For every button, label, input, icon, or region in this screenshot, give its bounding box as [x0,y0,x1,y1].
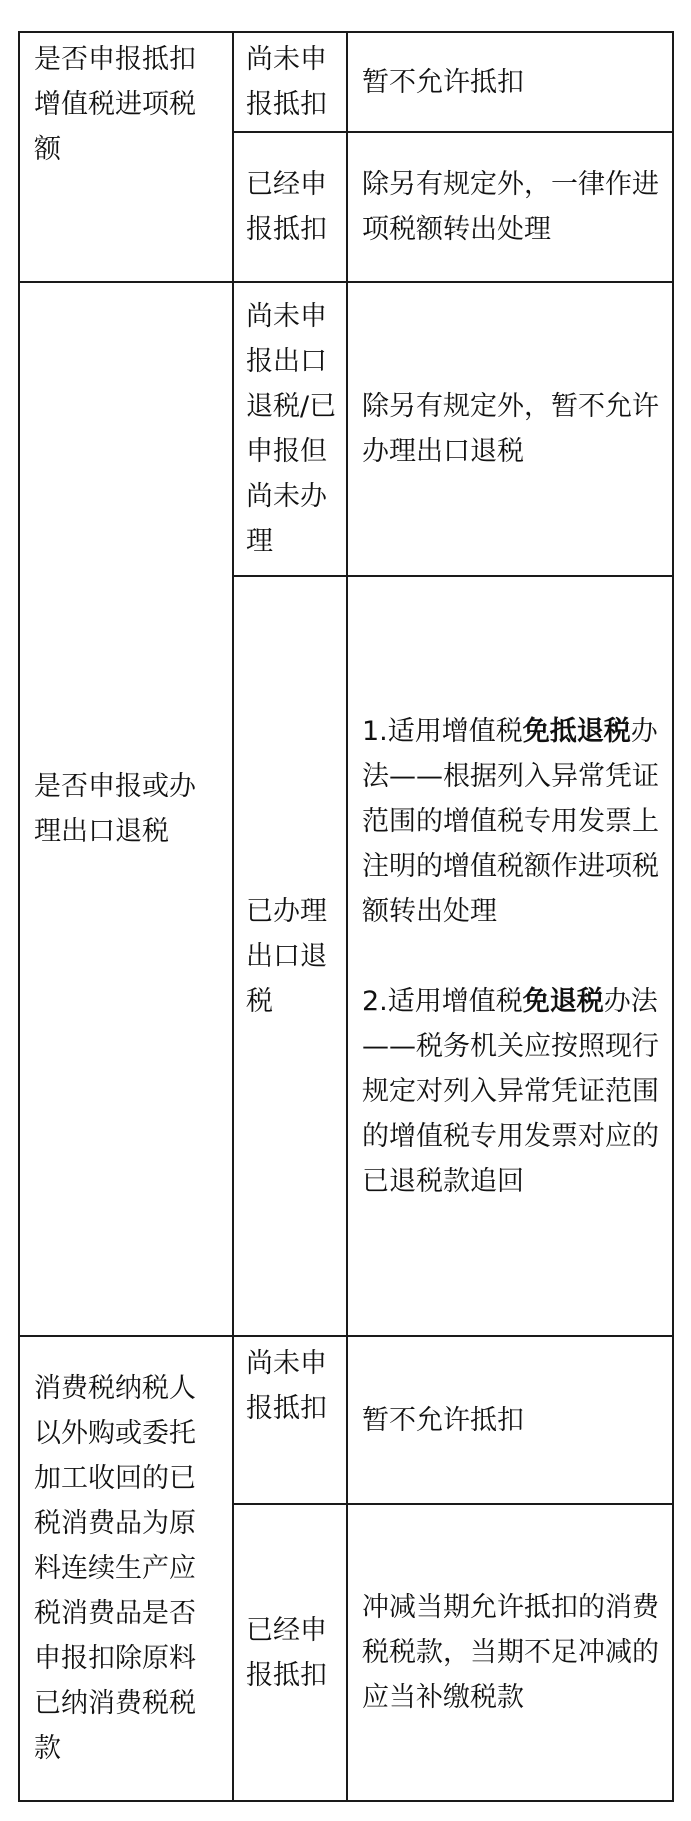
treatment-paragraph-2 [362,979,662,1204]
status-cell [233,132,347,282]
status-cell [233,1504,347,1801]
policy-table [18,31,674,1802]
paragraph-gap [362,934,662,979]
status-text: 已经申报抵扣 [246,1614,327,1691]
treatment-paragraph-1 [362,709,662,934]
category-cell [19,32,233,282]
category-text: 是否申报或办理出口退税 [34,771,196,847]
treatment-prefix: 1.适用增值税 [362,715,523,747]
status-text: 已办理出口退税 [246,895,327,1017]
treatment-cell [347,1336,673,1504]
treatment-prefix: 2.适用增值税 [362,985,523,1017]
table-row [19,32,673,132]
table-row [19,1336,673,1504]
treatment-cell [347,132,673,282]
category-cell [19,1336,233,1801]
status-text: 已经申报抵扣 [246,169,327,245]
treatment-cell [347,576,673,1336]
treatment-bold-term: 免退税 [522,985,604,1017]
status-cell [233,32,347,132]
treatment-text: 暂不允许抵扣 [362,1404,524,1436]
treatment-text: 暂不允许抵扣 [362,66,524,98]
status-text: 尚未申报抵扣 [246,1348,327,1424]
treatment-text: 除另有规定外，暂不允许办理出口退税 [362,391,659,467]
treatment-bold-term: 免抵退税 [522,715,631,747]
treatment-cell [347,282,673,576]
treatment-cell [347,1504,673,1801]
category-cell [19,282,233,1336]
treatment-text: 冲减当期允许抵扣的消费税税款，当期不足冲减的应当补缴税款 [362,1592,659,1713]
category-text: 消费税纳税人以外购或委托加工收回的已税消费品为原料连续生产应税消费品是否申报扣除原料已纳消费税税款 [34,1373,196,1764]
status-cell [233,282,347,576]
treatment-rest: 办法——根据列入异常凭证范围的增值税专用发票上注明的增值税额作进项税额转出处理 [362,715,659,927]
category-text: 是否申报抵扣增值税进项税额 [34,44,196,165]
treatment-text: 除另有规定外，一律作进项税额转出处理 [362,169,659,245]
treatment-cell [347,32,673,132]
table-row [19,282,673,576]
status-text: 尚未申报出口退税/已申报但尚未办理 [246,301,337,557]
status-text: 尚未申报抵扣 [246,44,327,120]
treatment-rest: 办法——税务机关应按照现行规定对列入异常凭证范围的增值税专用发票对应的已退税款追回 [362,985,659,1197]
status-cell [233,576,347,1336]
status-cell [233,1336,347,1504]
